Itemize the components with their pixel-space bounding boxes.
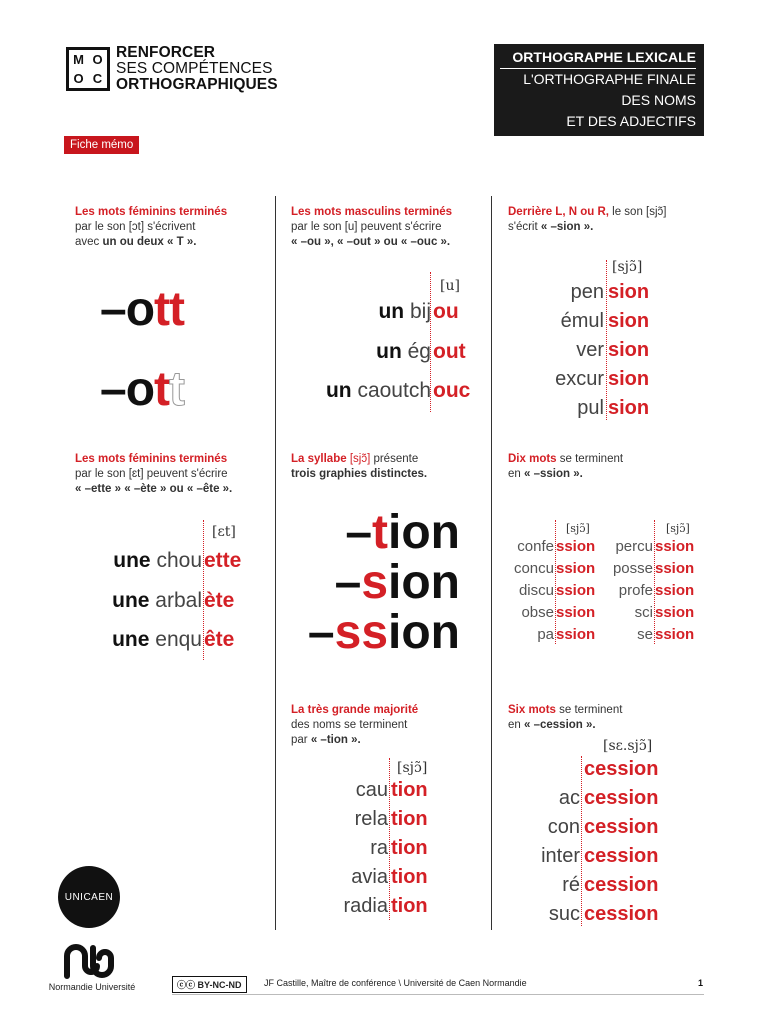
word-ending: ète (204, 589, 235, 612)
cell9-intro: Six mots se terminent en « –cession ». (508, 704, 623, 731)
brand-line2: SES COMPÉTENCES (116, 60, 273, 77)
cc-license-badge[interactable]: ⓒⓒ BY-NC-ND (172, 976, 247, 993)
cell2-phonetic: [u] (440, 278, 460, 294)
fiche-memo-badge: Fiche mémo (64, 136, 139, 154)
logo-letter: M (73, 52, 84, 67)
mooc-logo (66, 47, 110, 91)
topic-title-box (494, 44, 704, 136)
cell9-phonetic: [sɛ.sjɔ̃] (603, 738, 653, 754)
cell6-phonetic-left: [sjɔ̃] (566, 522, 590, 535)
cell6-left-endings: ssion ssion ssion ssion ssion (556, 538, 596, 643)
cell4-intro-line2: par le son [ɛt] peuvent s'écrire (75, 468, 228, 480)
cell2-intro-line3: « –ou », « –out » ou « –ouc ». (291, 236, 451, 248)
normandie-logo-icon (64, 944, 114, 980)
cell3-stems: pen émul ver excur pul (555, 281, 604, 419)
optional-t: t (169, 363, 184, 416)
cell6-intro: Dix mots se terminent en « –ssion ». (508, 453, 624, 480)
word-ending: ette (204, 549, 242, 572)
cell6-right-stems: percu posse profe sci se (612, 538, 653, 643)
brand-line1: RENFORCER (116, 44, 216, 61)
sion-graphie: –sion (334, 556, 460, 609)
footer-rule (172, 994, 704, 995)
cell2-intro (291, 205, 486, 250)
ot-example: –ott (100, 363, 184, 416)
word-ending: ou (433, 300, 459, 323)
cc-icon: ⓒⓒ (177, 980, 198, 990)
cell1-intro-line2: par le son [ɔt] s'écrivent (75, 221, 196, 233)
logo-letter: C (92, 71, 103, 86)
topic-title-line3: ET DES ADJECTIFS (566, 113, 696, 129)
word-row: un caoutch (325, 379, 431, 402)
tion-sion-ssion (308, 508, 460, 658)
column-divider (491, 196, 492, 930)
cell9-endings: cession cession cession cession cession cession (584, 758, 659, 925)
cell3-intro: Derrière L, N ou R, le son [sjɔ̃] s'écrit « –sion ». (508, 206, 667, 233)
word-row: une arbal (112, 589, 202, 612)
cell1-intro-heading: Les mots féminins terminés (75, 206, 228, 218)
word-ending: ouc (433, 379, 471, 402)
word-row: un ég (376, 340, 431, 363)
cell8-intro: La très grande majorité des noms se terminent par « –tion ». (291, 704, 419, 746)
cell8-endings: tion tion tion tion tion (391, 779, 428, 917)
column-divider (275, 196, 276, 930)
word-row: une chou (113, 549, 202, 572)
cell3-phonetic: [sjɔ̃] (612, 259, 643, 275)
brand-title (116, 45, 278, 93)
cell1-intro-line3: avec un ou deux « T ». (75, 236, 197, 248)
logo-letter: O (92, 52, 103, 67)
cell6-phonetic-right: [sjɔ̃] (666, 522, 690, 535)
cell3-divider (606, 260, 607, 420)
author-credit: JF Castille, Maître de conférence \ Université de Caen Normandie (264, 978, 527, 988)
logo-letter: O (73, 71, 84, 86)
cell4-intro-heading: Les mots féminins terminés (75, 453, 228, 465)
cell2-intro-line2: par le son [u] peuvent s'écrire (291, 221, 442, 233)
page-number: 1 (698, 978, 704, 988)
topic-title-line2: L'ORTHOGRAPHE FINALE DES NOMS (523, 71, 696, 108)
cell4-phonetic: [ɛt] (212, 524, 236, 540)
word-row: une enqu (112, 628, 202, 651)
cell6-left-stems: confe concu discu obse pa (513, 538, 554, 643)
normandie-label: Normandie Université (48, 982, 136, 992)
cell9-divider (581, 756, 582, 926)
cell8-phonetic: [sjɔ̃] (397, 760, 428, 776)
cell9-stems: ac con inter ré suc (541, 787, 580, 925)
word-row: un bij (378, 300, 431, 323)
unicaen-logo: UNICAEN (58, 866, 120, 928)
brand-line3: ORTHOGRAPHIQUES (116, 76, 278, 93)
word-ending: out (433, 340, 466, 363)
cell4-intro (75, 452, 270, 497)
cell4-intro-line3: « –ette » « –ète » ou « –ête ». (75, 483, 233, 495)
cell8-divider (389, 758, 390, 920)
cell1-intro (75, 205, 270, 250)
ssion-graphie: –ssion (307, 606, 460, 659)
topic-title-line1: ORTHOGRAPHE LEXICALE (500, 47, 696, 69)
cell5-intro: La syllabe [sjɔ̃] présente trois graphies distinctes. (291, 453, 428, 480)
cell6-right-endings: ssion ssion ssion ssion ssion (655, 538, 695, 643)
tion-graphie: –tion (345, 506, 460, 559)
ott-example: –ott (100, 283, 184, 336)
cell3-endings: sion sion sion sion sion (608, 281, 650, 419)
word-ending: ête (204, 628, 235, 651)
cell8-stems: cau rela ra avia radia (343, 779, 388, 917)
cell2-intro-heading: Les mots masculins terminés (291, 206, 453, 218)
